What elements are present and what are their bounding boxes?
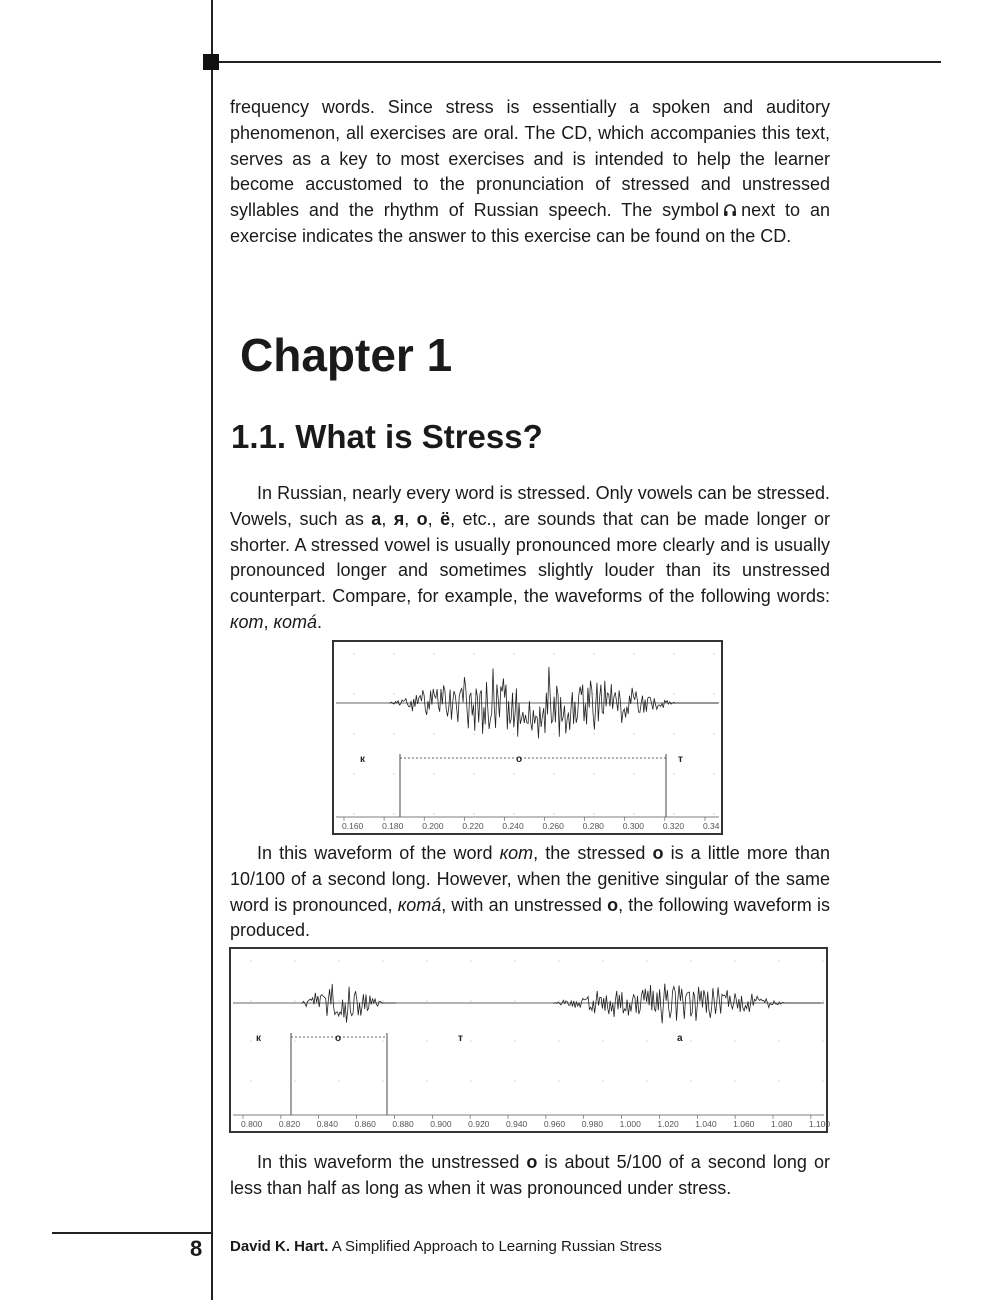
- grid-dot: [433, 813, 434, 814]
- grid-dot: [553, 813, 554, 814]
- grid-dot: [734, 1040, 735, 1041]
- grid-dot: [338, 960, 339, 961]
- grid-dot: [393, 693, 394, 694]
- grid-dot: [713, 653, 714, 654]
- phoneme-label: к: [256, 1033, 262, 1044]
- footer-rule: [52, 1232, 212, 1234]
- grid-dot: [690, 1080, 691, 1081]
- section-title: 1.1. What is Stress?: [231, 418, 543, 455]
- grid-dot: [558, 960, 559, 961]
- grid-dot: [593, 693, 594, 694]
- grid-dot: [633, 653, 634, 654]
- grid-dot: [294, 960, 295, 961]
- grid-dot: [382, 1040, 383, 1041]
- time-tick-label: 1.000: [619, 1119, 641, 1129]
- grid-dot: [393, 653, 394, 654]
- time-tick-label: 0.940: [506, 1119, 528, 1129]
- grid-dot: [558, 1040, 559, 1041]
- grid-dot: [294, 1080, 295, 1081]
- phoneme-label: к: [360, 754, 366, 765]
- grid-dot: [470, 1080, 471, 1081]
- grid-dot: [470, 1040, 471, 1041]
- time-tick-label: 0.260: [542, 821, 564, 831]
- grid-dot: [473, 733, 474, 734]
- grid-dot: [553, 773, 554, 774]
- grid-dot: [470, 960, 471, 961]
- intro-text-b: next to an exercise indicates the answer to this exercise can be found on the CD.: [230, 200, 830, 246]
- time-tick-label: 0.840: [316, 1119, 338, 1129]
- vowel-ya: я: [393, 508, 405, 529]
- time-tick-label: 0.220: [462, 821, 484, 831]
- grid-dot: [393, 813, 394, 814]
- grid-dot: [673, 813, 674, 814]
- grid-dot: [473, 813, 474, 814]
- waveform-kot: [332, 640, 723, 835]
- grid-dot: [433, 773, 434, 774]
- paragraph-waveform-kota: In this waveform the unstressed о is about 5/100 of a second long or less than half as long as when it was pronounced under stress.: [230, 1152, 831, 1198]
- grid-dot: [338, 1080, 339, 1081]
- grid-dot: [713, 693, 714, 694]
- grid-dot: [426, 1080, 427, 1081]
- time-tick-label: 0.820: [278, 1119, 301, 1129]
- grid-dot: [353, 773, 354, 774]
- time-tick-label: 0.300: [622, 821, 645, 831]
- grid-dot: [713, 813, 714, 814]
- grid-dot: [713, 733, 714, 734]
- grid-dot: [426, 960, 427, 961]
- grid-dot: [513, 693, 514, 694]
- intro-paragraph: [230, 95, 830, 250]
- grid-dot: [646, 1080, 647, 1081]
- grid-dot: [514, 1040, 515, 1041]
- grid-dot: [593, 813, 594, 814]
- grid-dot: [382, 960, 383, 961]
- grid-dot: [778, 1000, 779, 1001]
- grid-dot: [593, 733, 594, 734]
- grid-dot: [602, 960, 603, 961]
- time-tick-label: 0.200: [422, 821, 444, 831]
- time-tick-label: 1.100: [808, 1119, 831, 1129]
- grid-dot: [353, 813, 354, 814]
- waveform-kota: [229, 947, 831, 1133]
- time-tick-label: 1.020: [657, 1119, 679, 1129]
- grid-dot: [294, 1040, 295, 1041]
- grid-dot: [513, 813, 514, 814]
- grid-dot: [690, 960, 691, 961]
- time-tick-label: 0.880: [392, 1119, 414, 1129]
- time-tick-label: 0.160: [342, 821, 364, 831]
- grid-dot: [633, 693, 634, 694]
- vowel-o: о: [416, 508, 428, 529]
- time-tick-label: 1.060: [733, 1119, 755, 1129]
- grid-dot: [393, 733, 394, 734]
- grid-dot: [673, 653, 674, 654]
- grid-dot: [553, 653, 554, 654]
- grid-dot: [646, 960, 647, 961]
- headphones-icon: [723, 203, 737, 217]
- grid-dot: [778, 960, 779, 961]
- grid-dot: [633, 773, 634, 774]
- grid-dot: [426, 1000, 427, 1001]
- grid-dot: [673, 773, 674, 774]
- grid-dot: [514, 1080, 515, 1081]
- corner-marker: [203, 54, 219, 70]
- grid-dot: [734, 1000, 735, 1001]
- time-tick-label: 0.860: [354, 1119, 376, 1129]
- grid-dot: [513, 773, 514, 774]
- grid-dot: [593, 653, 594, 654]
- waveform-trace: [553, 984, 821, 1024]
- phoneme-label: т: [458, 1033, 463, 1044]
- time-tick-label: 0.960: [543, 1119, 566, 1129]
- grid-dot: [433, 733, 434, 734]
- phoneme-label: а: [677, 1033, 683, 1044]
- paragraph-what-is-stress: In Russian, nearly every word is stressed. Only vowels can be stressed. Vowels, such as а, я, о, ё, etc., are sounds that can be made longer or shorter. A stressed vowel is usually pronounced more clearly and is usually pronounced longer and sometimes slightly louder than its unstressed counterpart. Compare, for example, the waveforms of the following words: кот, котá.: [230, 483, 830, 632]
- top-rule: [211, 61, 941, 63]
- grid-dot: [593, 773, 594, 774]
- footer-book-title: A Simplified Approach to Learning Russian Stress: [331, 1238, 662, 1255]
- word-kot: кот: [230, 611, 264, 632]
- grid-dot: [822, 1000, 823, 1001]
- grid-dot: [473, 773, 474, 774]
- grid-dot: [690, 1000, 691, 1001]
- grid-dot: [822, 1080, 823, 1081]
- grid-dot: [822, 960, 823, 961]
- time-tick-label: 0.280: [582, 821, 604, 831]
- grid-dot: [382, 1000, 383, 1001]
- grid-dot: [514, 960, 515, 961]
- grid-dot: [713, 773, 714, 774]
- grid-dot: [673, 733, 674, 734]
- page-number: 8: [190, 1236, 203, 1261]
- grid-dot: [734, 1080, 735, 1081]
- time-tick-label: 1.040: [695, 1119, 717, 1129]
- time-tick-label: 1.080: [771, 1119, 793, 1129]
- grid-dot: [553, 693, 554, 694]
- grid-dot: [473, 653, 474, 654]
- grid-dot: [633, 733, 634, 734]
- grid-dot: [294, 1000, 295, 1001]
- grid-dot: [513, 733, 514, 734]
- grid-dot: [558, 1080, 559, 1081]
- grid-dot: [778, 1080, 779, 1081]
- grid-dot: [353, 653, 354, 654]
- grid-dot: [250, 1040, 251, 1041]
- footer-author: David K. Hart.: [230, 1238, 329, 1255]
- waveform-kot-plot: [334, 642, 721, 833]
- grid-dot: [778, 1040, 779, 1041]
- grid-dot: [250, 1080, 251, 1081]
- vertical-rule: [211, 0, 213, 1300]
- time-tick-label: 0.180: [382, 821, 404, 831]
- chapter-title: Chapter 1: [240, 329, 453, 381]
- phoneme-label: о: [335, 1033, 342, 1044]
- grid-dot: [513, 653, 514, 654]
- grid-dot: [673, 693, 674, 694]
- grid-dot: [646, 1040, 647, 1041]
- grid-dot: [690, 1040, 691, 1041]
- grid-dot: [602, 1040, 603, 1041]
- vowel-a: а: [371, 508, 382, 529]
- grid-dot: [338, 1000, 339, 1001]
- time-tick-label: 0.920: [468, 1119, 490, 1129]
- grid-dot: [602, 1080, 603, 1081]
- phoneme-label: о: [516, 754, 523, 765]
- grid-dot: [250, 960, 251, 961]
- time-tick-label: 0.320: [662, 821, 685, 831]
- grid-dot: [473, 693, 474, 694]
- time-tick-label: 0.800: [241, 1119, 263, 1129]
- vowel-yo: ё: [440, 508, 451, 529]
- paragraph-waveform-kot: In this waveform of the word кот, the stressed о is a little more than 10/100 of a second long. However, when the genitive singular of the same word is pronounced, котá, with an unstressed о, the following waveform is produced.: [230, 843, 830, 941]
- grid-dot: [433, 653, 434, 654]
- waveform-kota-plot: [231, 949, 831, 1131]
- grid-dot: [353, 693, 354, 694]
- grid-dot: [822, 1040, 823, 1041]
- grid-dot: [250, 1000, 251, 1001]
- grid-dot: [734, 960, 735, 961]
- phoneme-label: т: [678, 754, 683, 765]
- time-tick-label: 0.240: [502, 821, 524, 831]
- grid-dot: [353, 733, 354, 734]
- grid-dot: [553, 733, 554, 734]
- word-kota: котá: [273, 611, 318, 632]
- grid-dot: [514, 1000, 515, 1001]
- time-tick-label: 0.34: [702, 821, 720, 831]
- grid-dot: [382, 1080, 383, 1081]
- grid-dot: [393, 773, 394, 774]
- time-tick-label: 0.980: [581, 1119, 603, 1129]
- grid-dot: [470, 1000, 471, 1001]
- grid-dot: [558, 1000, 559, 1001]
- grid-dot: [426, 1040, 427, 1041]
- time-tick-label: 0.900: [430, 1119, 452, 1129]
- intro-text-a: frequency words. Since stress is essentially a spoken and auditory phenomenon, all exercises are oral. The CD, which accompanies this text, serves as a key to most exercises and is intended to help the learner become accustomed to the pronunciation of stressed and unstressed syllables and the rhythm of Russian speech. The symbol: [230, 97, 830, 221]
- grid-dot: [633, 813, 634, 814]
- running-footer: [230, 1238, 662, 1255]
